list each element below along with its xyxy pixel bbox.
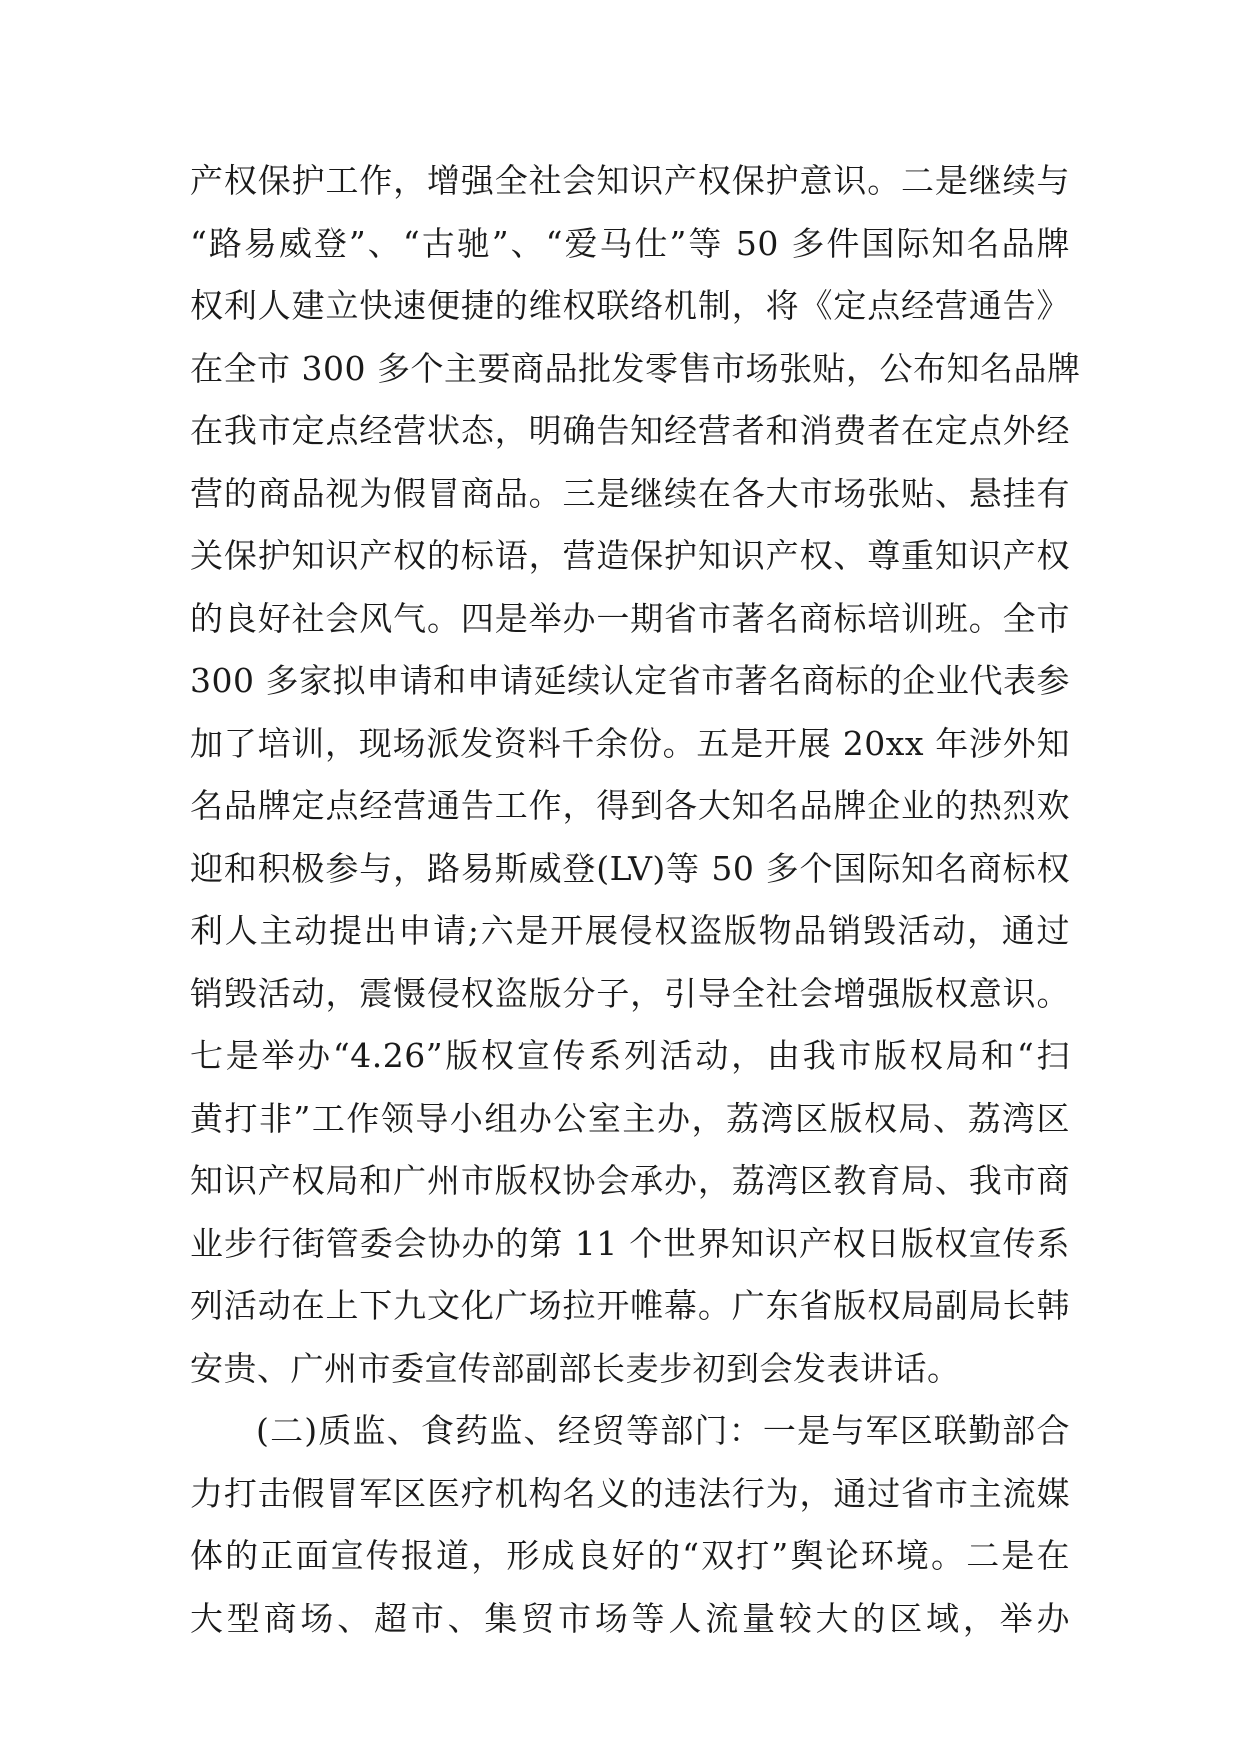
text-line: 体的正面宣传报道，形成良好的“双打”舆论环境。二是在 bbox=[190, 1536, 1070, 1575]
text-line: 知识产权局和广州市版权协会承办，荔湾区教育局、我市商 bbox=[190, 1161, 1070, 1200]
paragraph-start-line: (二)质监、食药监、经贸等部门：一是与军区联勤部合 bbox=[256, 1411, 1070, 1450]
text-line: 关保护知识产权的标语，营造保护知识产权、尊重知识产权 bbox=[190, 536, 1070, 575]
text-line: 利人主动提出申请;六是开展侵权盗版物品销毁活动，通过 bbox=[190, 911, 1070, 950]
paragraph-end-line: 安贵、广州市委宣传部副部长麦步初到会发表讲话。 bbox=[190, 1348, 961, 1388]
text-line: 列活动在上下九文化广场拉开帷幕。广东省版权局副局长韩 bbox=[190, 1286, 1070, 1325]
text-line: 迎和积极参与，路易斯威登(LV)等 50 多个国际知名商标权 bbox=[190, 848, 1070, 888]
text-line: 大型商场、超市、集贸市场等人流量较大的区域，举办 bbox=[190, 1598, 1070, 1638]
body-text bbox=[190, 150, 1081, 1650]
text-line: 300 多家拟申请和申请延续认定省市著名商标的企业代表参 bbox=[190, 661, 1070, 700]
text-line: 销毁活动，震慑侵权盗版分子，引导全社会增强版权意识。 bbox=[190, 973, 1070, 1013]
text-line: 权利人建立快速便捷的维权联络机制，将《定点经营通告》 bbox=[190, 286, 1070, 325]
text-line: 七是举办“4.26”版权宣传系列活动，由我市版权局和“扫 bbox=[190, 1036, 1070, 1075]
text-line: 的良好社会风气。四是举办一期省市著名商标培训班。全市 bbox=[190, 598, 1070, 638]
text-line: 名品牌定点经营通告工作，得到各大知名品牌企业的热烈欢 bbox=[190, 786, 1070, 825]
text-line: 营的商品视为假冒商品。三是继续在各大市场张贴、悬挂有 bbox=[190, 473, 1070, 513]
text-line: 黄打非”工作领导小组办公室主办，荔湾区版权局、荔湾区 bbox=[190, 1098, 1070, 1138]
text-line: 力打击假冒军区医疗机构名义的违法行为，通过省市主流媒 bbox=[190, 1473, 1070, 1513]
text-line: 业步行街管委会协办的第 11 个世界知识产权日版权宣传系 bbox=[190, 1223, 1070, 1263]
text-line: “路易威登”、“古驰”、“爱马仕”等 50 多件国际知名品牌 bbox=[190, 223, 1070, 263]
text-line: 在我市定点经营状态，明确告知经营者和消费者在定点外经 bbox=[190, 411, 1070, 450]
text-line: 产权保护工作，增强全社会知识产权保护意识。二是继续与 bbox=[190, 161, 1070, 200]
text-line: 加了培训，现场派发资料千余份。五是开展 20xx 年涉外知 bbox=[190, 723, 1070, 763]
text-line: 在全市 300 多个主要商品批发零售市场张贴，公布知名品牌 bbox=[190, 348, 1081, 388]
